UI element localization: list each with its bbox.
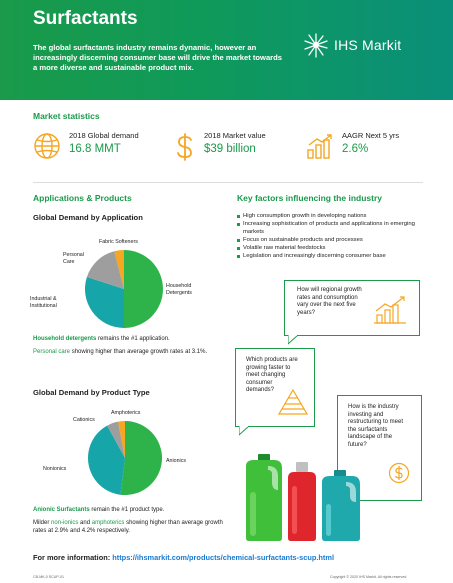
note-text: remains the #1 application. — [96, 336, 170, 342]
stat-value: 16.8 MMT — [69, 143, 121, 155]
demand-by-product-title: Global Demand by Product Type — [33, 388, 150, 397]
green-jug-icon — [246, 454, 282, 541]
footer-info — [33, 553, 334, 562]
product-note-2 — [33, 519, 233, 535]
stat-label: 2018 Global demand — [69, 131, 139, 140]
question-text: How will regional growth rates and consumption vary over the next five years? — [297, 287, 362, 316]
callout-tail — [239, 426, 251, 436]
list-item: Volatile raw material feedstocks — [237, 244, 437, 252]
application-note-2 — [33, 348, 223, 356]
starburst-logo-icon — [303, 32, 329, 58]
logo-text: IHS Markit — [334, 37, 402, 53]
pie-label-amphoterics: Amphoterics — [111, 410, 141, 416]
market-statistics-title: Market statistics — [33, 111, 100, 121]
household-highlight: Household detergents — [33, 336, 97, 342]
pie-label-fabric-softeners: Fabric Softeners — [99, 239, 138, 245]
callout-tail — [288, 335, 300, 345]
application-note-1 — [33, 335, 223, 343]
amphoterics-highlight: amphoterics — [91, 520, 125, 526]
pie-slice-household-detergents — [124, 250, 163, 328]
pie-label-nonionics: Nonionics — [43, 466, 67, 472]
stat-value: $39 billion — [204, 143, 256, 155]
demand-by-application-title: Global Demand by Application — [33, 213, 143, 222]
footer-label: For more information: — [33, 553, 113, 562]
more-info-link[interactable]: https://ihsmarkit.com/products/chemical-surfactants-scup.html — [112, 553, 335, 562]
pyramid-icon — [278, 389, 308, 415]
anionic-highlight: Anionic Surfactants — [33, 507, 90, 513]
question-callout-growth — [284, 280, 420, 336]
note-text: remain the #1 product type. — [89, 507, 165, 513]
key-factors-list — [237, 212, 437, 260]
stat-aagr — [306, 131, 436, 167]
stat-label: AAGR Next 5 yrs — [342, 131, 400, 140]
red-bottle-icon — [288, 462, 316, 541]
pie-slice-anionics — [120, 421, 162, 495]
stat-global-demand — [33, 131, 153, 167]
stat-market-value — [174, 131, 294, 167]
key-factors-title: Key factors influencing the industry — [237, 193, 382, 203]
header-banner — [0, 0, 453, 100]
nonionics-highlight: non-ionics — [51, 520, 79, 526]
note-text: Milder — [33, 520, 52, 526]
globe-icon — [33, 132, 61, 160]
pie-label-anionics: Anionics — [166, 458, 187, 464]
pie-label-cationics: Cationics — [73, 417, 95, 423]
question-callout-products — [235, 348, 315, 427]
ihs-markit-logo — [303, 32, 423, 58]
list-item: Legislation and increasingly discerning consumer base — [237, 252, 437, 260]
detergent-bottles-illustration — [238, 452, 373, 542]
personal-care-highlight: Personal care — [33, 349, 71, 355]
note-text: and — [78, 520, 92, 526]
dollar-icon — [174, 132, 196, 162]
growth-chart-icon — [373, 294, 407, 324]
pie-label-personal-care: Personal Care — [63, 252, 84, 265]
pie-label-industrial: Industrial & Institutional — [30, 296, 57, 309]
question-text: Which products are growing faster to meet changing consumer demands? — [246, 357, 298, 394]
list-item: Focus on sustainable products and processes — [237, 236, 437, 244]
product-note-1 — [33, 506, 223, 514]
footer-code: CB-MK-0 SCUP-01 — [33, 575, 64, 579]
stat-label: 2018 Market value — [204, 131, 266, 140]
note-text: showing higher than average growth rates at 3.1%. — [70, 349, 208, 355]
page-subtitle: The global surfactants industry remains dynamic, however an increasingly discerning consumer base will drive the market towards a more diverse and sustainable product mix. — [33, 43, 282, 72]
section-divider — [33, 182, 423, 183]
teal-jug-icon — [322, 470, 360, 541]
pie-label-household: Household Detergents — [166, 283, 192, 296]
question-text: How is the industry investing and restructuring to meet the surfactants landscape of the future? — [348, 404, 404, 448]
dollar-circle-icon — [388, 462, 410, 484]
growth-chart-icon — [306, 132, 334, 160]
page-title: Surfactants — [33, 8, 138, 29]
list-item: Increasing sophistication of products and applications in emerging markets — [237, 220, 437, 236]
footer-copyright: Copyright © 2020 IHS Markit. All rights reserved — [330, 575, 407, 579]
stat-value: 2.6% — [342, 143, 369, 155]
note-text: showing higher than average growth rates at 2.9% and 4.2% respectively. — [33, 520, 223, 534]
list-item: High consumption growth in developing nations — [237, 212, 437, 220]
applications-title: Applications & Products — [33, 193, 132, 203]
application-pie-chart — [84, 249, 164, 329]
product-pie-chart — [87, 420, 163, 496]
